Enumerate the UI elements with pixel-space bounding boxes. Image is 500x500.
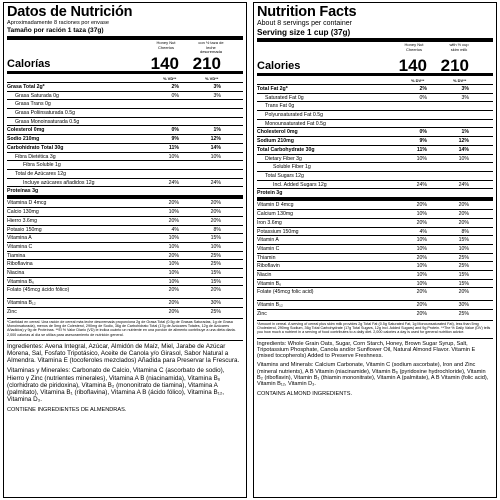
footnote: *Amount in cereal. A serving of cereal plus skim milk provides 2g Total Fat (0.5g Saturated Fat, 1g Monounsaturated Fat), less than 5mg Cholesterol, 290mg Sodium, 36g Total Carbohydrate (17g Total Sugars, 12g Incl. Added Sugars) and 9g Protein. **The % Daily Value (DV) tells you how much a nutrient in a serving of food contributes to a daily diet. 2,000 calories a day is used for general nutrition advice. xyxy=(257,320,493,335)
nutrient-row xyxy=(7,198,243,207)
nutrient-dv-cereal: 11% xyxy=(416,146,427,153)
nutrient-dv-with-milk: 10% xyxy=(210,243,221,250)
ingredients-block xyxy=(257,338,493,397)
nutrient-row xyxy=(257,209,493,218)
nutrient-dv-with-milk: 25% xyxy=(458,311,469,317)
nutrient-label: Vitamina B₁₂ xyxy=(7,300,36,307)
nutrient-row xyxy=(7,277,243,286)
nutrient-row xyxy=(257,101,493,110)
nutrient-row xyxy=(7,216,243,225)
nutrient-label: Sodium 210mg xyxy=(257,138,294,145)
nutrient-label: Fibra Dietética 3g xyxy=(15,153,56,160)
nutrient-dv-with-milk: 15% xyxy=(458,271,469,278)
nutrient-dv-cereal: 0% xyxy=(419,94,427,101)
nutrient-label: Grasa Monoinsaturada 0.5g xyxy=(15,118,80,125)
nutrient-row xyxy=(7,186,243,195)
nutrient-row xyxy=(257,300,493,309)
nutrient-dv-with-milk: 25% xyxy=(458,254,469,261)
calories-with-milk: 210 xyxy=(192,54,221,73)
calories-row xyxy=(7,54,243,74)
nutrient-label: Grasa Trans 0g xyxy=(15,101,51,108)
nutrient-dv-with-milk: 30% xyxy=(458,302,469,309)
nutrient-dv-cereal: 20% xyxy=(168,200,179,207)
nutrient-label: Tiamina xyxy=(7,252,26,259)
nutrient-row xyxy=(257,84,493,93)
nutrient-row xyxy=(7,233,243,242)
nutrient-row xyxy=(257,145,493,154)
nutrient-dv-with-milk: 3% xyxy=(213,84,221,90)
nutrient-dv-cereal: 10% xyxy=(168,153,179,160)
nutrient-dv-with-milk: 20% xyxy=(210,209,221,216)
nutrient-dv-with-milk: 20% xyxy=(210,217,221,224)
nutrient-label: Sodio 210mg xyxy=(7,136,40,143)
nutrient-row xyxy=(7,242,243,251)
calories-label: Calorías xyxy=(7,58,51,70)
nutrient-row xyxy=(257,218,493,227)
nutrient-row xyxy=(7,160,243,169)
nutrient-label: Grasa Poliinsaturada 0.5g xyxy=(15,110,75,117)
calories-row xyxy=(257,56,493,76)
nutrient-row xyxy=(7,259,243,268)
nutrient-dv-with-milk: 10% xyxy=(210,153,221,160)
calories-cereal: 140 xyxy=(398,56,427,75)
nutrient-row xyxy=(257,253,493,262)
servings-per-container: About 8 servings per container xyxy=(257,20,352,27)
nutrient-dv-with-milk: 25% xyxy=(458,263,469,270)
nutrient-dv-cereal: 10% xyxy=(168,261,179,268)
nutrient-row xyxy=(7,285,243,298)
ingredients-block xyxy=(7,340,243,413)
nutrient-label: Total Sugars 12g xyxy=(265,172,304,179)
nutrient-label: Iron 3.6mg xyxy=(257,219,282,226)
nutrient-dv-with-milk: 24% xyxy=(210,179,221,186)
calories-label: Calories xyxy=(257,60,301,72)
nutrient-label: Vitamin B₁₂ xyxy=(257,302,283,309)
spanish-nutrition-panel xyxy=(3,2,247,498)
nutrient-dv-cereal: 20% xyxy=(168,287,179,294)
nutrient-row xyxy=(7,298,243,307)
nutrient-label: Vitamin B₆ xyxy=(257,280,282,287)
footnote: *Cantidad en cereal. Una ración de cereal más leche descremada proporciona 2g de Grasa Total (0.5g de Grasas Saturadas, 1g de Grasa Monoinsaturada), menos de 5mg de Colesterol, 290mg de Sodio, 36g de Carbohidrato Total (17g de Azúcares Totales, 12g de Azúcares Añadidos) y 9g de Proteínas. **El % Valor Diario (VD) le indica cuánto un nutriente en una porción de alimento contribuye a una dieta diaria. 2,000 calorías al día se utiliza para asesoramiento de nutrición general. xyxy=(7,318,243,337)
nutrient-row xyxy=(7,143,243,152)
nutrient-row xyxy=(7,178,243,187)
nutrient-dv-with-milk: 10% xyxy=(458,155,469,162)
nutrient-label: Incl. Added Sugars 12g xyxy=(273,181,327,188)
nutrient-dv-with-milk: 1% xyxy=(461,129,469,136)
nutrient-dv-cereal: 20% xyxy=(416,302,427,309)
nutrient-dv-with-milk: 20% xyxy=(458,289,469,296)
nutrient-dv-with-milk: 20% xyxy=(458,202,469,209)
nutrient-label: Carbohidrato Total 30g xyxy=(7,144,64,151)
calories-cereal: 140 xyxy=(150,54,179,73)
nutrient-dv-cereal: 20% xyxy=(168,300,179,307)
nutrient-dv-cereal: 10% xyxy=(168,243,179,250)
nutrient-dv-cereal: 2% xyxy=(419,86,427,92)
column-header-with-milk: con ½ taza de leche descremada xyxy=(198,40,224,54)
nutrient-row xyxy=(7,207,243,216)
dv-header-cereal: % DV** xyxy=(411,78,425,83)
nutrient-dv-cereal: 10% xyxy=(168,235,179,242)
nutrient-dv-with-milk: 15% xyxy=(210,235,221,242)
nutrient-row xyxy=(7,169,243,178)
nutrient-row xyxy=(257,244,493,253)
nutrient-dv-cereal: 4% xyxy=(171,226,179,233)
nutrient-dv-cereal: 10% xyxy=(168,209,179,216)
nutrient-dv-with-milk: 15% xyxy=(210,269,221,276)
nutrient-row xyxy=(257,110,493,119)
nutrient-label: Saturated Fat 0g xyxy=(265,94,304,101)
allergen-statement: CONTIENE INGREDIENTES DE ALMENDRAS. xyxy=(7,406,127,413)
dv-header-with-milk: % VD** xyxy=(205,76,219,81)
nutrient-dv-cereal: 10% xyxy=(416,211,427,218)
nutrient-dv-with-milk: 14% xyxy=(210,144,221,151)
nutrient-label: Grasa Total 2g* xyxy=(7,84,45,90)
dv-header-cereal: % VD** xyxy=(163,76,177,81)
nutrient-dv-cereal: 11% xyxy=(168,144,179,151)
nutrient-row xyxy=(257,287,493,300)
nutrient-row xyxy=(7,117,243,126)
nutrient-dv-with-milk: 25% xyxy=(210,252,221,259)
nutrient-label: Cholesterol 0mg xyxy=(257,129,298,136)
nutrient-row xyxy=(257,154,493,163)
nutrient-dv-cereal: 9% xyxy=(171,136,179,143)
nutrient-dv-with-milk: 3% xyxy=(213,92,221,99)
nutrient-dv-cereal: 20% xyxy=(168,309,179,315)
ingredients-text: Ingredients: Whole Grain Oats, Sugar, Corn Starch, Honey, Brown Sugar Syrup, Salt, Tripotassium Phosphate, Canola and/or Sunflower Oil, Natural Almond Flavor. Vitamin E (mixed tocopherols) Added to Preserve Freshness. xyxy=(257,340,476,360)
column-headers xyxy=(7,40,243,54)
nutrient-row xyxy=(257,235,493,244)
nutrient-label: Thiamin xyxy=(257,254,276,261)
daily-value-header xyxy=(7,74,243,82)
column-header-with-milk: with ½ cup skim milk xyxy=(449,42,469,52)
nutrient-row xyxy=(257,180,493,189)
nutrient-dv-cereal: 10% xyxy=(416,263,427,270)
nutrient-dv-cereal: 20% xyxy=(416,202,427,209)
panel-title: Datos de Nutrición xyxy=(7,4,133,20)
nutrient-dv-cereal: 10% xyxy=(416,271,427,278)
nutrient-dv-cereal: 10% xyxy=(416,245,427,252)
nutrient-dv-with-milk: 20% xyxy=(210,200,221,207)
english-nutrition-panel xyxy=(253,2,497,498)
nutrient-row xyxy=(257,279,493,288)
nutrient-dv-with-milk: 20% xyxy=(458,211,469,218)
calories-with-milk: 210 xyxy=(440,56,469,75)
nutrient-label: Vitamina D 4mcg xyxy=(7,200,47,207)
vitamins-minerals-text: Vitaminas y Minerales: Carbonato de Calcio, Vitamina C (ascorbato de sodio), Hierro y Zinc (nutrientes minerales), Vitamina A B (niacinamida), Vitamina B₆ (clorhidrato de piridoxina), Vitamina B₂ (mononitrato de tiamina), Vitamina A (palmitato), Vitamina B₁ (riboflavina), Vitamina A B (ácido fólico), Vitamina B₁₂, Vitamina D₃. xyxy=(7,367,225,404)
nutrient-row xyxy=(257,127,493,136)
nutrient-row xyxy=(257,162,493,171)
nutrient-dv-with-milk: 12% xyxy=(458,138,469,145)
nutrient-row xyxy=(7,134,243,143)
nutrient-dv-with-milk: 15% xyxy=(210,278,221,285)
nutrient-dv-cereal: 0% xyxy=(171,92,179,99)
nutrient-dv-with-milk: 15% xyxy=(458,280,469,287)
allergen-statement: CONTAINS ALMOND INGREDIENTS. xyxy=(257,390,353,397)
nutrient-label: Proteínas 3g xyxy=(7,188,39,195)
nutrient-label: Grasa Saturada 0g xyxy=(15,92,59,99)
nutrient-row xyxy=(257,309,493,318)
nutrient-dv-cereal: 9% xyxy=(419,138,427,145)
nutrient-dv-with-milk: 3% xyxy=(461,86,469,92)
nutrient-label: Protein 3g xyxy=(257,190,283,197)
nutrient-dv-with-milk: 12% xyxy=(210,136,221,143)
nutrient-row xyxy=(7,268,243,277)
nutrient-row xyxy=(257,171,493,180)
nutrient-label: Dietary Fiber 3g xyxy=(265,155,302,162)
nutrient-dv-with-milk: 15% xyxy=(458,237,469,244)
nutrient-dv-with-milk: 10% xyxy=(458,245,469,252)
nutrient-label: Incluye azúcares añadidos 12g xyxy=(23,179,95,186)
serving-size: Serving size 1 cup (37g) xyxy=(257,28,493,42)
nutrient-dv-with-milk: 25% xyxy=(210,261,221,268)
nutrient-label: Vitamin D 4mcg xyxy=(257,202,294,209)
panel-title: Nutrition Facts xyxy=(257,4,357,20)
ingredients-text: Ingredientes: Avena Integral, Azúcar, Almidón de Maíz, Miel, Jarabe de Azúcar Morena, Sal, Fosfato Tripotásico, Aceite de Canola y/o Girasol, Sabor Natural a Almendra. Vitamina E (tocoferoles mezclados) Añadida para Preservar la Frescura. xyxy=(7,342,240,365)
nutrient-dv-cereal: 24% xyxy=(416,181,427,188)
nutrient-dv-cereal: 10% xyxy=(416,155,427,162)
nutrient-row xyxy=(257,136,493,145)
vitamins-minerals-text: Vitamins and Minerals: Calcium Carbonate, Vitamin C (sodium ascorbate), Iron and Zinc (mineral nutrients), A B Vitamin (niacinamide), Vitamin B₆ (pyridoxine hydrochloride), Vitamin B₂ (riboflavin), Vitamin B₁ (thiamin mononitrate), Vitamin A (palmitate), A B Vitamin (folic acid), Vitamin B₁₂, Vitamin D₃. xyxy=(257,362,489,388)
nutrient-dv-cereal: 10% xyxy=(416,280,427,287)
nutrient-dv-with-milk: 1% xyxy=(213,127,221,134)
nutrient-row xyxy=(257,227,493,236)
nutrient-label: Niacina xyxy=(7,269,25,276)
nutrient-dv-cereal: 24% xyxy=(168,179,179,186)
nutrient-label: Fibra Soluble 1g xyxy=(23,162,61,169)
nutrient-dv-cereal: 0% xyxy=(171,127,179,134)
nutrient-dv-cereal: 20% xyxy=(416,289,427,296)
nutrient-dv-cereal: 20% xyxy=(416,254,427,261)
nutrient-row xyxy=(257,119,493,128)
nutrient-label: Total Carbohydrate 30g xyxy=(257,146,315,153)
nutrient-row xyxy=(7,108,243,117)
nutrient-label: Riboflavin xyxy=(257,263,280,270)
nutrient-dv-with-milk: 20% xyxy=(210,287,221,294)
nutrient-row xyxy=(7,125,243,134)
nutrient-label: Monounsaturated Fat 0.5g xyxy=(265,120,326,127)
nutrient-label: Folato (45mcg ácido fólico) xyxy=(7,287,70,294)
nutrient-row xyxy=(257,93,493,102)
nutrient-dv-cereal: 4% xyxy=(419,228,427,235)
nutrient-dv-cereal: 20% xyxy=(168,217,179,224)
nutrient-row xyxy=(257,188,493,197)
nutrient-dv-cereal: 2% xyxy=(171,84,179,90)
column-header-cereal: Honey Nut Cheerios xyxy=(404,42,424,52)
nutrient-row xyxy=(7,91,243,100)
daily-value-header xyxy=(257,76,493,84)
nutrient-dv-cereal: 20% xyxy=(416,219,427,226)
nutrient-dv-cereal: 10% xyxy=(416,237,427,244)
nutrient-label: Riboflavina xyxy=(7,261,33,268)
nutrient-row xyxy=(257,200,493,209)
nutrient-label: Niacin xyxy=(257,271,272,278)
nutrient-label: Soluble Fiber 1g xyxy=(273,164,311,171)
serving-size: Tamaño por ración 1 taza (37g) xyxy=(7,27,243,40)
nutrient-dv-cereal: 10% xyxy=(168,269,179,276)
nutrient-label: Total Fat 2g* xyxy=(257,86,288,92)
servings-per-container: Aproximadamente 8 raciones por envase xyxy=(7,20,109,26)
nutrient-dv-with-milk: 8% xyxy=(461,228,469,235)
nutrient-row xyxy=(257,261,493,270)
nutrient-dv-cereal: 20% xyxy=(416,311,427,317)
nutrient-label: Vitamin C xyxy=(257,245,280,252)
nutrient-dv-cereal: 20% xyxy=(168,252,179,259)
nutrient-dv-with-milk: 24% xyxy=(458,181,469,188)
nutrient-label: Colesterol 0mg xyxy=(7,127,45,134)
nutrient-label: Calcio 130mg xyxy=(7,209,39,216)
nutrient-label: Potassium 150mg xyxy=(257,228,299,235)
dv-header-with-milk: % DV** xyxy=(453,78,467,83)
nutrient-dv-with-milk: 14% xyxy=(458,146,469,153)
nutrient-row xyxy=(7,307,243,316)
nutrient-label: Vitamina C xyxy=(7,243,33,250)
nutrient-label: Calcium 130mg xyxy=(257,211,294,218)
nutrient-row xyxy=(7,251,243,260)
nutrient-row xyxy=(7,225,243,234)
nutrient-dv-with-milk: 8% xyxy=(213,226,221,233)
nutrient-label: Vitamina B₆ xyxy=(7,278,35,285)
nutrient-label: Potasio 150mg xyxy=(7,226,42,233)
nutrient-dv-with-milk: 30% xyxy=(210,300,221,307)
nutrient-label: Zinc xyxy=(7,309,17,315)
nutrient-dv-cereal: 0% xyxy=(419,129,427,136)
nutrient-label: Total de Azúcares 12g xyxy=(15,170,67,177)
nutrient-row xyxy=(7,152,243,161)
nutrient-dv-with-milk: 20% xyxy=(458,219,469,226)
nutrient-row xyxy=(257,270,493,279)
nutrient-label: Hierro 3.6mg xyxy=(7,217,37,224)
nutrient-label: Vitamin A xyxy=(257,237,279,244)
nutrient-label: Polyunsaturated Fat 0.5g xyxy=(265,112,323,119)
nutrient-dv-with-milk: 3% xyxy=(461,94,469,101)
nutrient-label: Folate (45mcg folic acid) xyxy=(257,289,314,296)
nutrient-dv-with-milk: 25% xyxy=(210,309,221,315)
nutrient-row xyxy=(7,82,243,91)
nutrient-label: Vitamina A xyxy=(7,235,32,242)
nutrient-label: Zinc xyxy=(257,311,267,317)
column-headers xyxy=(257,42,493,56)
nutrient-dv-cereal: 10% xyxy=(168,278,179,285)
column-header-cereal: Honey Nut Cheerios xyxy=(156,40,176,50)
nutrient-label: Trans Fat 0g xyxy=(265,103,295,110)
nutrient-row xyxy=(7,99,243,108)
